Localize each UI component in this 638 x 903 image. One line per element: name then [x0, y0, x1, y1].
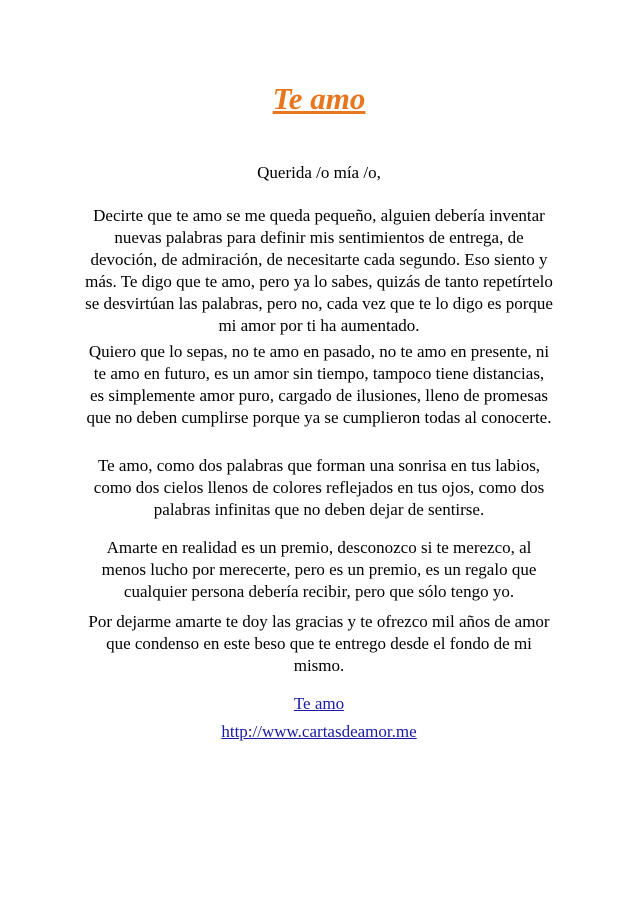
- letter-paragraph-1: Decirte que te amo se me queda pequeño, alguien debería inventar nuevas palabras para definir mis sentimientos de entrega, de devoción, de admiración, de necesitarte cada segundo. Eso siento y más. Te digo que te amo, pero ya lo sabes, quizás de tanto repetírtelo se desvirtúan las palabras, pero no, cada vez que te lo digo es porque mi amor por ti ha aumentado.: [85, 206, 553, 335]
- letter-greeting: Querida /o mía /o,: [257, 163, 381, 182]
- letter-paragraph-4: Amarte en realidad es un premio, desconozco si te merezco, al menos lucho por merecerte, pero es un premio, es un regalo que cualquier persona debería recibir, pero que sólo tengo yo.: [101, 538, 537, 601]
- letter-paragraph-3: Te amo, como dos palabras que forman una sonrisa en tus labios, como dos cielos llenos de colores reflejados en tus ojos, como dos palabras infinitas que no deben dejar de sentirse.: [93, 456, 545, 519]
- letter-paragraph-5: Por dejarme amarte te doy las gracias y te ofrezco mil años de amor que condenso en este beso que te entrego desde el fondo de mi mismo.: [88, 612, 550, 675]
- letter-paragraph-2: Quiero que lo sepas, no te amo en pasado, no te amo en presente, ni te amo en futuro, es un amor sin tiempo, tampoco tiene distancias, es simplemente amor puro, cargado de ilusiones, lleno de promesas que no deben cumplirse porque ya se cumplieron todas al conocerte.: [86, 342, 552, 427]
- cartasdeamor-url-link[interactable]: http://www.cartasdeamor.me: [221, 722, 417, 741]
- letter-title: Te amo: [272, 81, 366, 116]
- te-amo-link[interactable]: Te amo: [293, 694, 345, 713]
